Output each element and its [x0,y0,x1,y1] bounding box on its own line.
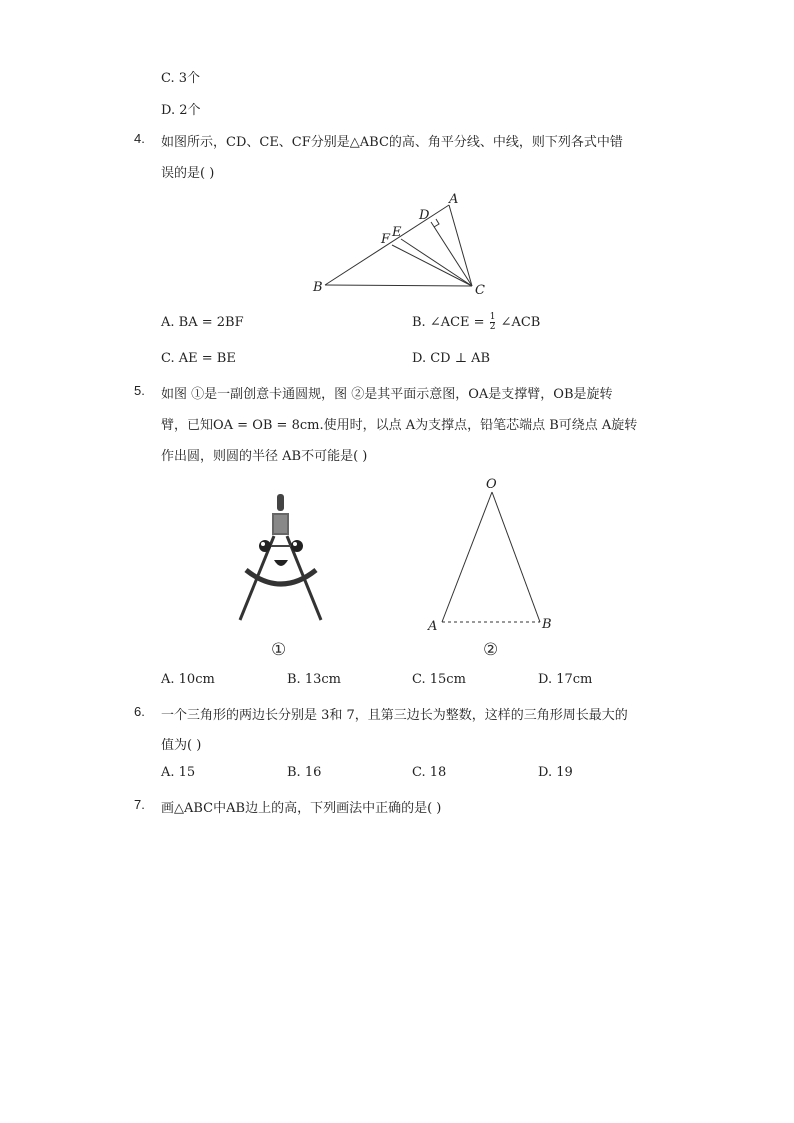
question-4-stem-line2: 误的是( ) [161,166,215,181]
label-F: F [381,232,391,247]
question-number-7: 7. [134,797,145,812]
q5-option-c: C. 15cm [412,672,466,687]
option-c-prev: C. 3个 [161,71,201,86]
q4-option-c: C. AE = BE [161,351,236,366]
question-number-5: 5. [134,383,145,398]
q6-option-c: C. 18 [412,765,447,780]
question-number-4: 4. [134,131,145,146]
question-4-stem-line1: 如图所示，CD、CE、CF分别是△ABC的高、角平分线、中线，则下列各式中错 [161,135,623,150]
option-d-prev: D. 2个 [161,103,201,118]
question-6-stem-line1: 一个三角形的两边长分别是 3和 7，且第三边长为整数，这样的三角形周长最大的 [161,708,628,723]
label-O: O [486,477,497,492]
q5-option-a: A. 10cm [161,672,215,687]
question-number-6: 6. [134,704,145,719]
label-C: C [475,283,485,298]
question-5-stem-line3: 作出圆，则圆的半径 AB不可能是( ) [161,449,368,464]
q5-option-b: B. 13cm [287,672,341,687]
fraction-denominator: 2 [489,322,496,332]
label-D: D [419,208,430,223]
fraction-numerator: 1 [489,312,496,322]
question-7-stem-line1: 画△ABC中AB边上的高，下列画法中正确的是( ) [161,801,442,816]
q4-option-d: D. CD ⊥ AB [412,351,491,366]
label-B-fig2: B [542,617,552,632]
figure-1-caption: ① [271,640,287,660]
q5-option-d: D. 17cm [538,672,593,687]
q4-option-a: A. BA = 2BF [161,315,244,330]
q4-option-b-prefix: B. ∠ACE = [412,315,485,330]
label-A: A [449,192,459,207]
label-B: B [313,280,323,295]
q6-option-d: D. 19 [538,765,573,780]
question-6-stem-line2: 值为( ) [161,738,202,753]
question-5-stem-line1: 如图 ①是一副创意卡通圆规，图 ②是其平面示意图，OA是支撑臂，OB是旋转 [161,387,613,402]
label-E: E [392,225,402,240]
figure-2-caption: ② [483,640,499,660]
question-5-stem-line2: 臂，已知OA = OB = 8cm.使用时，以点 A为支撑点，铅笔芯端点 B可绕点 A旋转 [161,418,638,433]
q6-option-a: A. 15 [161,765,196,780]
q4-option-b-suffix: ∠ACB [500,315,541,330]
label-A-fig2: A [428,619,438,634]
q6-option-b: B. 16 [287,765,322,780]
